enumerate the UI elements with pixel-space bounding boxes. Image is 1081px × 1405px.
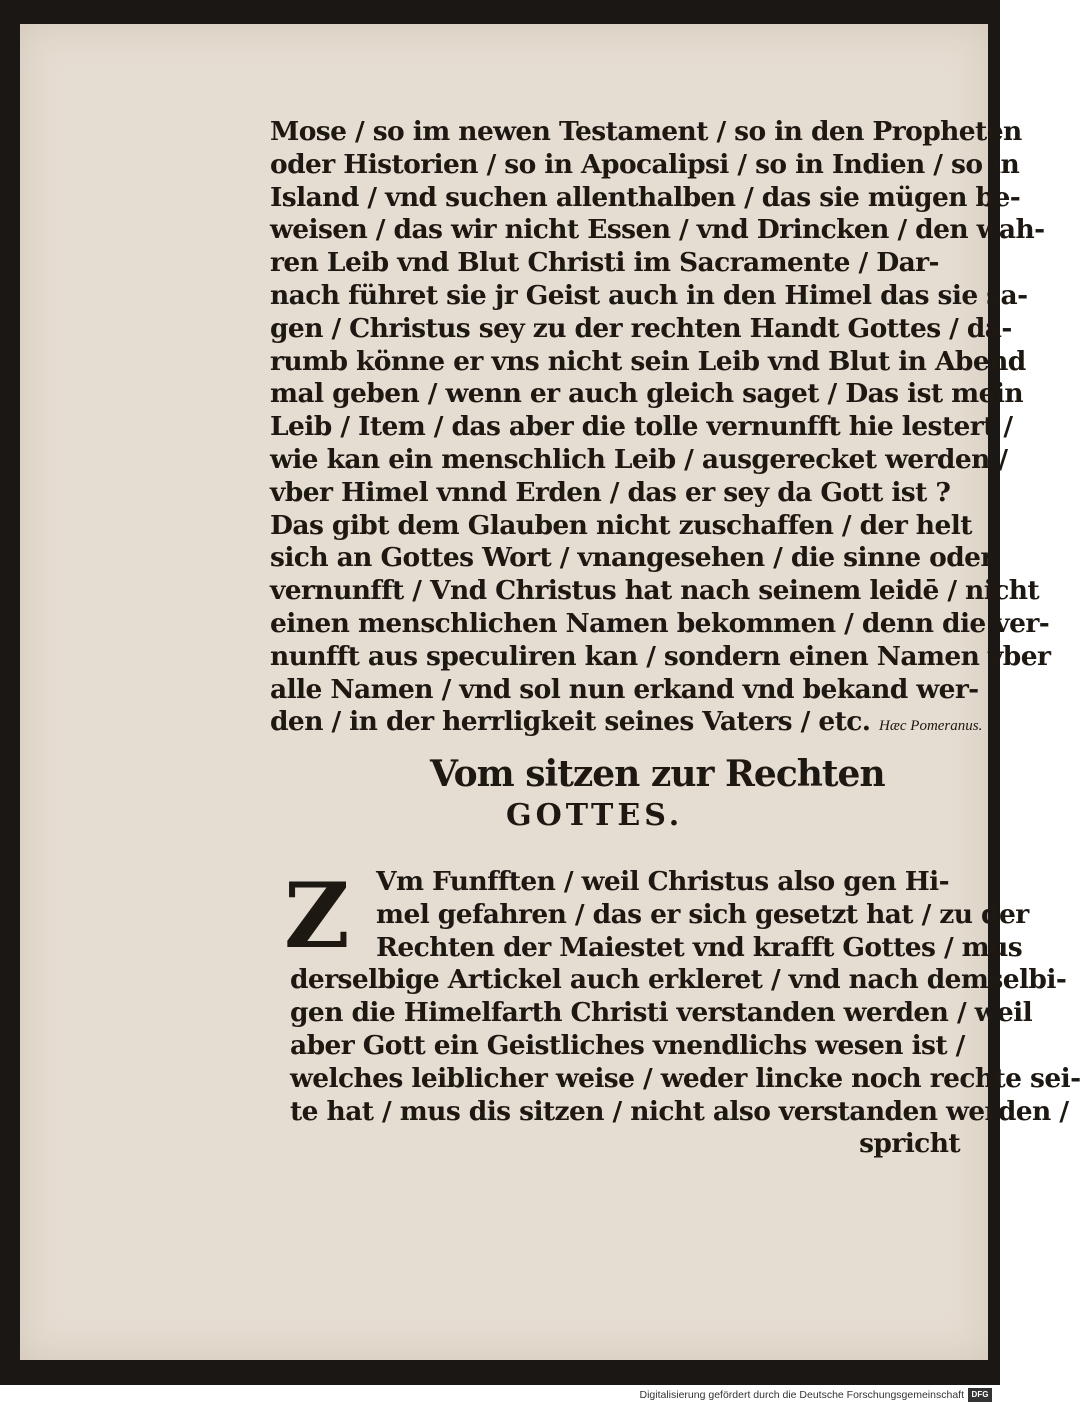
- latin-note: Hæc Pomeranus.: [879, 718, 983, 735]
- text-line: Island / vnd suchen allenthalben / das sie mügen be-: [270, 181, 1021, 213]
- text-line: nach führet sie jr Geist auch in den Himel das sie sa-: [270, 279, 1028, 311]
- text-line: rumb könne er vns nicht sein Leib vnd Blut in Abend: [270, 345, 1026, 377]
- text-line: wie kan ein menschlich Leib / ausgerecket werden /: [270, 443, 1008, 475]
- decorated-initial: Z: [284, 863, 350, 969]
- text-line: Das gibt dem Glauben nicht zuschaffen / der helt: [270, 509, 972, 541]
- text-line: vber Himel vnnd Erden / das er sey da Gott ist ?: [270, 476, 951, 508]
- text-line-last: [270, 706, 983, 743]
- dfg-logo: DFG: [968, 1388, 992, 1402]
- catchword: spricht: [859, 1128, 960, 1160]
- heading-line-2: GOTTES.: [506, 798, 684, 833]
- text-line: Mose / so im newen Testament / so in den Propheten: [270, 116, 1022, 147]
- text-line: gen / Christus sey zu der rechten Handt Gottes / da-: [270, 312, 1012, 344]
- text-line: sich an Gottes Wort / vnangesehen / die sinne oder: [270, 542, 994, 574]
- book-page: [20, 24, 1081, 1360]
- text-line: alle Namen / vnd sol nun erkand vnd bekand wer-: [270, 673, 979, 705]
- text-line: gen die Himelfarth Christi verstanden werden / weil: [290, 997, 1033, 1029]
- text-line: weisen / das wir nicht Essen / vnd Drincken / den wah-: [270, 214, 1045, 246]
- section-paragraph: [284, 863, 1081, 1161]
- section-heading: [430, 752, 885, 836]
- text-line: te hat / mus dis sitzen / nicht also verstanden werden /: [290, 1095, 1069, 1127]
- text-line: vernunfft / Vnd Christus hat nach seinem leidē / nicht: [270, 575, 1040, 607]
- text-line: Vm Funfften / weil Christus also gen Hi-: [376, 866, 950, 897]
- body-text: [270, 116, 1051, 743]
- text-line: aber Gott ein Geistliches vnendlichs wesen ist /: [290, 1029, 965, 1061]
- text-line: mal geben / wenn er auch gleich saget / Das ist mein: [270, 378, 1024, 410]
- funding-credit: Digitalisierung gefördert durch die Deutsche Forschungsgemeinschaft: [639, 1389, 964, 1401]
- text-line: ren Leib vnd Blut Christi im Sacramente / Dar-: [270, 247, 939, 279]
- footer-bar: [0, 1387, 1000, 1405]
- text-line: Rechten der Maiestet vnd krafft Gottes / mus: [376, 931, 1023, 963]
- text-line: nunfft aus speculiren kan / sondern einen Namen vber: [270, 640, 1051, 672]
- text-line: derselbige Artickel auch erkleret / vnd nach demselbi-: [290, 964, 1067, 996]
- last-line-text: den / in der herrligkeit seines Vaters / etc.: [270, 706, 871, 738]
- text-line: welches leiblicher weise / weder lincke noch rechte sei-: [290, 1062, 1081, 1094]
- text-line: mel gefahren / das er sich gesetzt hat / zu der: [376, 898, 1029, 930]
- text-line: oder Historien / so in Apocalipsi / so in Indien / so in: [270, 148, 1020, 180]
- heading-line-1: Vom sitzen zur Rechten: [430, 753, 885, 795]
- text-line: Leib / Item / das aber die tolle vernunfft hie lestert /: [270, 411, 1013, 443]
- text-line: einen menschlichen Namen bekommen / denn die ver-: [270, 607, 1050, 639]
